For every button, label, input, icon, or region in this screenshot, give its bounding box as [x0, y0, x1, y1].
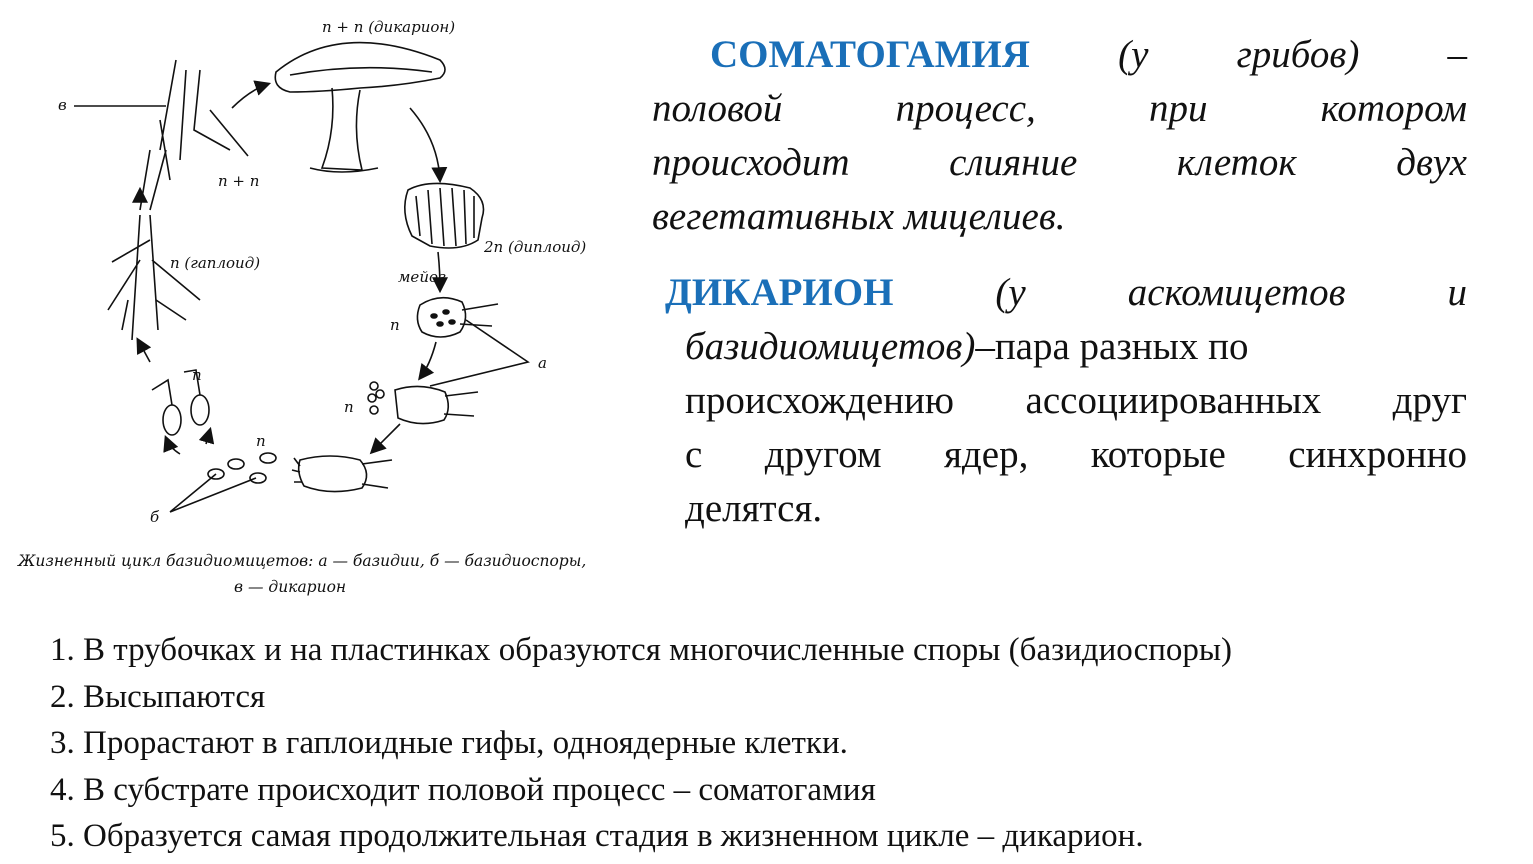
label-n-germ: n — [192, 366, 202, 384]
dikaryon-line4: с другом ядер, которые синхронно — [685, 433, 1467, 476]
label-diploid: 2n (диплоид) — [484, 238, 587, 256]
steps-list — [50, 627, 1500, 860]
dikaryon-line3: происхождению ассоциированных друг — [685, 379, 1467, 422]
mushroom-drawing — [275, 43, 445, 172]
dikaryon-line2-rest: –пара разных по — [975, 325, 1249, 368]
dikaryon-line5: делятся. — [685, 487, 823, 530]
hymenium-drawing — [405, 183, 484, 248]
somatogamy-line2: половой процесс, при котором — [652, 87, 1467, 130]
step-2: 2. Высыпаются — [50, 678, 266, 715]
basidium-with-spores — [368, 382, 478, 424]
basidiospores — [208, 453, 276, 483]
label-n-free: n — [256, 432, 266, 450]
dikaryon-line2 — [665, 320, 1467, 374]
basidium-four-nuclei — [417, 298, 498, 337]
label-n-spores: n — [344, 398, 354, 416]
dikaryon-qualifier: (у аскомицетов и — [995, 271, 1467, 314]
dikaryon-line2-italic: базидиомицетов) — [685, 325, 976, 368]
somatogamy-qualifier: (у грибов) – — [1118, 33, 1468, 76]
somatogamy-line1 — [652, 28, 1467, 82]
step-4: 4. В субстрате происходит половой процесс – соматогамия — [50, 771, 876, 808]
step-3: 3. Прорастают в гаплоидные гифы, одноядерные клетки. — [50, 725, 848, 761]
label-haploid: n (гаплоид) — [170, 254, 261, 272]
label-v: в — [58, 96, 67, 114]
empty-basidium — [292, 456, 392, 492]
label-meiosis: мейоз — [398, 268, 447, 286]
label-b: б — [150, 508, 160, 526]
label-nn: n + n — [218, 172, 260, 190]
label-n-basidium: n — [390, 316, 400, 334]
somatogamy-line4: вегетативных мицелиев. — [652, 195, 1066, 238]
dikaryon-definition — [665, 266, 1467, 536]
label-dikaryon-top: n + n (дикарион) — [322, 18, 456, 36]
step-1: 1. В трубочках и на пластинках образуются многочисленные споры (базидиоспоры) — [50, 632, 1233, 668]
figure-caption-line2: в — дикарион — [234, 578, 347, 596]
step-5: 5. Образуется самая продолжительная стадия в жизненном цикле – дикарион. — [50, 818, 1144, 854]
somatogamy-definition — [652, 28, 1467, 244]
haploid-hyphae — [108, 215, 200, 340]
dikaryon-line1 — [665, 266, 1467, 320]
somatogamy-line3: происходит слияние клеток двух — [652, 141, 1467, 184]
figure-caption-line1: Жизненный цикл базидиомицетов: а — базидии, б — базидиоспоры, — [18, 552, 587, 570]
life-cycle-diagram — [0, 0, 660, 615]
somatogamy-term: СОМАТОГАМИЯ — [710, 33, 1030, 76]
dikaryon-term: ДИКАРИОН — [665, 271, 894, 314]
life-cycle-figure — [0, 0, 660, 615]
label-a: а — [538, 354, 547, 372]
